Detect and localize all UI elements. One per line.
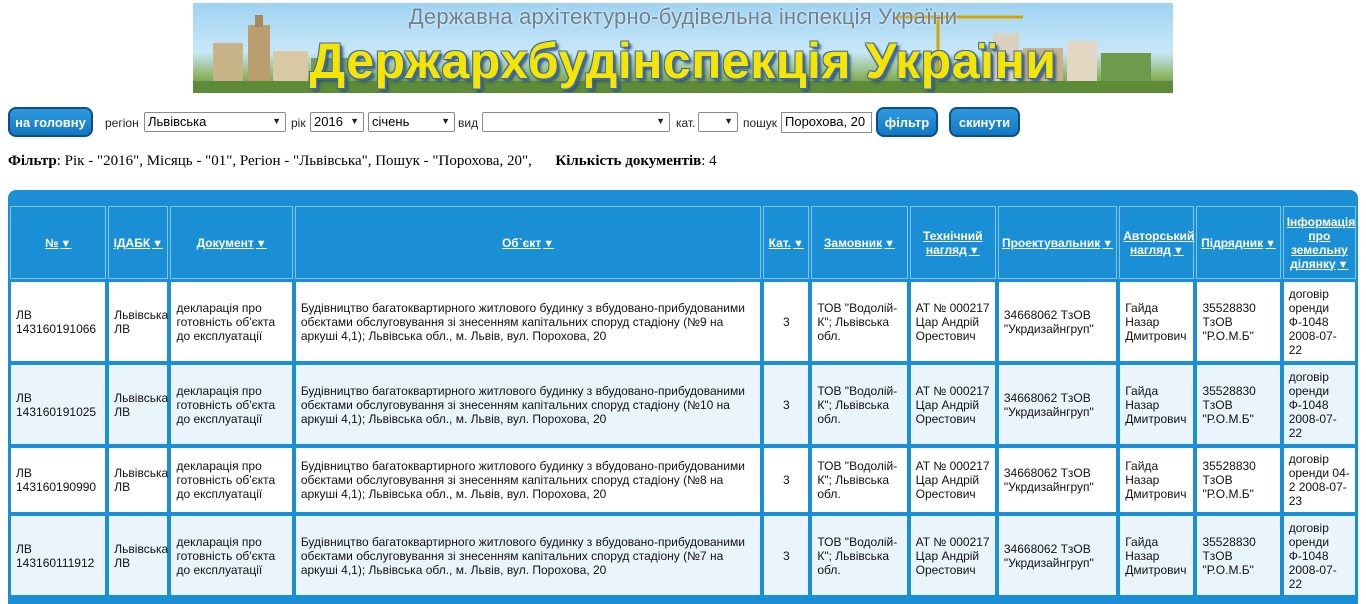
- search-input[interactable]: Порохова, 20: [781, 112, 872, 133]
- region-select-value: Львівська: [148, 114, 207, 129]
- cell-land-info: договір оренди Ф-1048 2008-07-22: [1283, 515, 1356, 596]
- filter-summary: [8, 153, 717, 170]
- cell-object: Будівництво багатоквартирного житлового будинку з вбудовано-прибудованими обєктами обслуговування зі знесенням капітальних споруд стадіону (№10 на аркуші 4,1); Львівська обл., м. Львів, вул. Порохова, 20: [295, 364, 761, 445]
- chevron-down-icon: ▼: [441, 116, 450, 126]
- cell-land-info: договір оренди Ф-1048 2008-07-22: [1283, 281, 1356, 362]
- column-header-designer[interactable]: Проектувальник ▼: [998, 206, 1117, 279]
- filter-summary-label: Фільтр: [8, 153, 57, 169]
- cell-designer: 34668062 ТзОВ "Укрдизайнгруп": [998, 515, 1117, 596]
- chevron-down-icon: ▼: [656, 116, 665, 126]
- column-header-contractor[interactable]: Підрядник ▼: [1196, 206, 1280, 279]
- cell-author-supervision: Гайда Назар Дмитрович: [1119, 447, 1194, 513]
- sort-arrow-icon: ▼: [1102, 237, 1114, 250]
- cell-contractor: 35528830 ТзОВ "Р.О.М.Б": [1196, 515, 1280, 596]
- cell-category: 3: [763, 447, 809, 513]
- sort-arrow-icon: ▼: [968, 244, 980, 257]
- cell-contractor: 35528830 ТзОВ "Р.О.М.Б": [1196, 447, 1280, 513]
- cell-document: декларація про готовність об'єкта до експлуатації: [170, 447, 292, 513]
- cell-document: декларація про готовність об'єкта до експлуатації: [170, 281, 292, 362]
- column-header-land-info[interactable]: Інформація про земельну ділянку ▼: [1283, 206, 1356, 279]
- type-select[interactable]: [482, 112, 670, 132]
- cell-idabk: Львівська ЛВ: [108, 364, 168, 445]
- banner-title: Держархбудінспекція України: [309, 33, 1057, 89]
- sort-arrow-icon: ▼: [60, 237, 72, 250]
- reset-button[interactable]: скинути: [949, 107, 1020, 137]
- table-header-row: [10, 206, 1356, 279]
- cell-land-info: договір оренди 04-2 2008-07-23: [1283, 447, 1356, 513]
- column-header-category[interactable]: Кат. ▼: [763, 206, 809, 279]
- document-count-label: Кількість документів: [555, 153, 702, 169]
- cell-designer: 34668062 ТзОВ "Укрдизайнгруп": [998, 364, 1117, 445]
- year-label: рік: [291, 116, 306, 130]
- cell-customer: ТОВ "Водолій-К"; Львівська обл.: [811, 447, 907, 513]
- cell-object: Будівництво багатоквартирного житлового будинку з вбудовано-прибудованими обєктами обслуговування зі знесенням капітальних споруд стадіону (№7 на аркуші 4,1); Львівська обл., м. Львів, вул. Порохова, 20: [295, 515, 761, 596]
- year-select[interactable]: [310, 112, 364, 132]
- documents-table: [8, 204, 1358, 598]
- table-row: [10, 447, 1356, 513]
- sort-arrow-icon: ▼: [1265, 237, 1277, 250]
- category-select[interactable]: [698, 112, 738, 132]
- cell-author-supervision: Гайда Назар Дмитрович: [1119, 281, 1194, 362]
- cell-number: ЛВ 143160191066: [10, 281, 106, 362]
- region-select[interactable]: [144, 112, 286, 132]
- chevron-down-icon: ▼: [272, 116, 281, 126]
- sort-arrow-icon: ▼: [792, 237, 804, 250]
- cell-idabk: Львівська ЛВ: [108, 447, 168, 513]
- column-header-customer[interactable]: Замовник ▼: [811, 206, 907, 279]
- sort-arrow-icon: ▼: [543, 237, 555, 250]
- cell-document: декларація про готовність об'єкта до експлуатації: [170, 515, 292, 596]
- sort-arrow-icon: ▼: [255, 237, 267, 250]
- column-header-idabk[interactable]: ІДАБК ▼: [108, 206, 168, 279]
- cell-author-supervision: Гайда Назар Дмитрович: [1119, 515, 1194, 596]
- cell-designer: 34668062 ТзОВ "Укрдизайнгруп": [998, 281, 1117, 362]
- cell-category: 3: [763, 281, 809, 362]
- cell-idabk: Львівська ЛВ: [108, 515, 168, 596]
- filter-summary-text: : Рік - "2016", Місяць - "01", Регіон - "Львівська", Пошук - "Порохова, 20",: [56, 153, 532, 169]
- table-row: [10, 364, 1356, 445]
- cell-author-supervision: Гайда Назар Дмитрович: [1119, 364, 1194, 445]
- sort-arrow-icon: ▼: [884, 237, 896, 250]
- cell-number: ЛВ 143160111912: [10, 515, 106, 596]
- column-header-author-supervision[interactable]: Авторський нагляд ▼: [1119, 206, 1194, 279]
- column-header-tech-supervision[interactable]: Технічний нагляд ▼: [910, 206, 996, 279]
- cell-object: Будівництво багатоквартирного житлового будинку з вбудовано-прибудованими обєктами обслуговування зі знесенням капітальних споруд стадіону (№9 на аркуші 4,1); Львівська обл., м. Львів, вул. Порохова, 20: [295, 281, 761, 362]
- column-header-document[interactable]: Документ ▼: [170, 206, 292, 279]
- cell-designer: 34668062 ТзОВ "Укрдизайнгруп": [998, 447, 1117, 513]
- cell-document: декларація про готовність об'єкта до експлуатації: [170, 364, 292, 445]
- cell-customer: ТОВ "Водолій-К"; Львівська обл.: [811, 515, 907, 596]
- column-header-number[interactable]: № ▼: [10, 206, 106, 279]
- cell-idabk: Львівська ЛВ: [108, 281, 168, 362]
- cell-contractor: 35528830 ТзОВ "Р.О.М.Б": [1196, 281, 1280, 362]
- cell-tech-supervision: АТ № 000217 Цар Андрій Орестович: [910, 281, 996, 362]
- cell-tech-supervision: АТ № 000217 Цар Андрій Орестович: [910, 447, 996, 513]
- month-select-value: січень: [372, 114, 410, 129]
- home-button[interactable]: на головну: [8, 107, 93, 137]
- cell-category: 3: [763, 515, 809, 596]
- sort-arrow-icon: ▼: [152, 237, 164, 250]
- cell-number: ЛВ 143160190990: [10, 447, 106, 513]
- cell-customer: ТОВ "Водолій-К"; Львівська обл.: [811, 281, 907, 362]
- cell-object: Будівництво багатоквартирного житлового будинку з вбудовано-прибудованими обєктами обслуговування зі знесенням капітальних споруд стадіону (№8 на аркуші 4,1); Львівська обл., м. Львів, вул. Порохова, 20: [295, 447, 761, 513]
- month-select[interactable]: [368, 112, 455, 132]
- cell-contractor: 35528830 ТзОВ "Р.О.М.Б": [1196, 364, 1280, 445]
- column-header-object[interactable]: Об`єкт ▼: [295, 206, 761, 279]
- cell-number: ЛВ 143160191025: [10, 364, 106, 445]
- cell-tech-supervision: АТ № 000217 Цар Андрій Орестович: [910, 364, 996, 445]
- type-label: вид: [458, 116, 479, 130]
- site-banner: [193, 3, 1173, 93]
- banner-subtitle: Державна архітектурно-будівельна інспекція України: [408, 4, 958, 29]
- category-label: кат.: [676, 116, 696, 130]
- region-label: регіон: [105, 116, 139, 130]
- sort-arrow-icon: ▼: [1337, 258, 1349, 271]
- chevron-down-icon: ▼: [350, 116, 359, 126]
- documents-table-frame: [8, 190, 1358, 604]
- chevron-down-icon: ▼: [724, 116, 733, 126]
- search-label: пошук: [743, 116, 778, 130]
- document-count-value: : 4: [701, 153, 717, 169]
- table-row: [10, 281, 1356, 362]
- filter-button[interactable]: фільтр: [876, 107, 938, 137]
- sort-arrow-icon: ▼: [1172, 244, 1184, 257]
- filter-bar: [8, 106, 1108, 138]
- cell-category: 3: [763, 364, 809, 445]
- table-row: [10, 515, 1356, 596]
- cell-tech-supervision: АТ № 000217 Цар Андрій Орестович: [910, 515, 996, 596]
- cell-customer: ТОВ "Водолій-К"; Львівська обл.: [811, 364, 907, 445]
- year-select-value: 2016: [314, 114, 343, 129]
- cell-land-info: договір оренди Ф-1048 2008-07-22: [1283, 364, 1356, 445]
